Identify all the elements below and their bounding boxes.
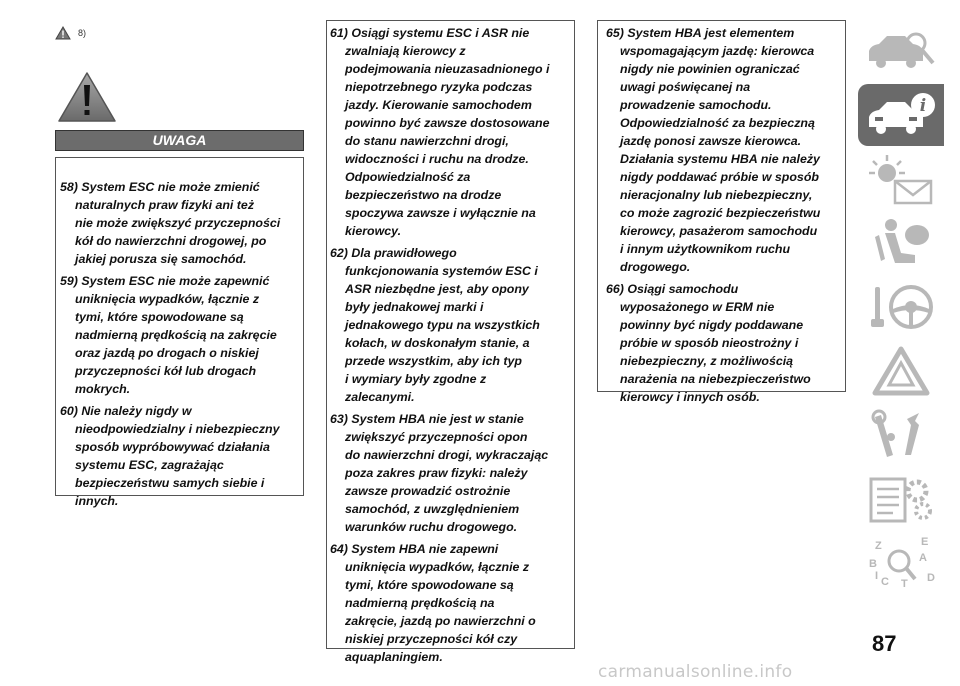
warning-note-line: tymi, które spowodowane są [75,310,244,324]
warning-header: UWAGA [55,130,304,151]
warning-note-line: samochód, z uwzględnieniem [345,502,520,516]
warning-note-line: kołach, w doskonałym stanie, a [345,336,530,350]
warning-note-line: nadmierną prędkością na zakręcie [75,328,277,342]
warning-note-line: 61) Osiągi systemu ESC i ASR nie [330,26,530,40]
warning-note-line: ASR niezbędne jest, aby opony [345,282,529,296]
index-letters-icon [861,535,941,591]
car-info-icon [861,87,941,143]
warning-box-column-1 [55,157,304,508]
warning-note-line: przyczepności kół lub drogach [75,364,257,378]
watermark: carmanualsonline.info [598,662,793,682]
index-letter: Z [875,540,882,552]
warning-note-line: niebezpieczny, z możliwością [620,354,794,368]
warning-note-line: powinny być nigdy poddawane [620,318,804,332]
warning-note-line: uwagi poświęcanej na [620,80,751,94]
sidebar-item-starting-driving[interactable] [858,276,944,338]
warning-note-line: kierowcy. [345,224,402,238]
warning-note [606,280,843,406]
small-warning-icon [52,26,74,40]
index-letter: A [919,552,927,564]
warning-note-line: 66) Osiągi samochodu [606,282,739,296]
warning-note-line: prowadzenie samochodu. [620,98,772,112]
warning-note-line: 58) System ESC nie może zmienić [60,180,260,194]
warning-note [60,402,297,510]
warning-note-line: nieodpowiedzialny i niebezpieczny [75,422,280,436]
warning-note-line: zawsze prowadzić ostrożnie [345,484,511,498]
warning-note-line: Odpowiedzialność za bezpieczną [620,116,815,130]
warning-note-line: 62) Dla prawidłowego [330,246,457,260]
warning-note-line: sposób wypróbowywać działania [75,440,270,454]
warning-note-line: spoczywa zawsze i wyłącznie na [345,206,536,220]
warning-note-line: nie może zwiększyć przyczepności [75,216,281,230]
light-mail-icon [861,151,941,207]
index-letter: D [927,572,935,584]
warning-note-line: zwiększyć przyczepności opon [345,430,528,444]
warning-note-line: Odpowiedzialność za [345,170,471,184]
warning-note-line: widoczności i ruchu na drodze. [345,152,529,166]
steering-wheel-icon [861,279,941,335]
warning-note-line: jednakowego typu na wszystkich [345,318,540,332]
warning-note-line: zakręcie, jazdą po nawierzchni o [345,614,536,628]
sidebar-item-maintenance[interactable] [858,404,944,466]
warning-note-line: innych. [75,494,119,508]
warning-note-line: niepotrzebnego ryzyka podczas [345,80,533,94]
warning-note-line: poza zakres praw fizyki: należy [345,466,528,480]
warning-note-line: 63) System HBA nie jest w stanie [330,412,524,426]
svg-text:i: i [919,96,927,116]
warning-note-line: kierowcy i innych osób. [620,390,760,404]
warning-note-line: drogowego. [620,260,691,274]
index-letter: I [875,570,879,582]
warning-note-line: systemu ESC, zagrażając [75,458,224,472]
warning-note [60,178,297,268]
warning-note-line: co może zagrozić bezpieczeństwu [620,206,821,220]
warning-triangle-icon [861,343,941,399]
warning-note [330,540,572,666]
warning-note-line: niskiej przyczepności kół czy [345,632,518,646]
warning-note-line: uniknięcia wypadków, łącznie z [345,560,530,574]
sidebar-item-safety[interactable] [858,212,944,274]
warning-note [606,24,843,276]
warning-reference-number: 8) [78,28,87,38]
warning-note-line: mokrych. [75,382,131,396]
warning-note-line: przede wszystkim, aby ich typ [345,354,522,368]
index-letter: E [921,536,929,548]
warning-note-line: podejmowania nieuzasadnionego i [345,62,550,76]
warning-note-line: jazdy. Kierowanie samochodem [345,98,532,112]
warning-note-line: nadmierną prędkością na [345,596,495,610]
page-number: 87 [872,631,897,656]
warning-note [60,272,297,398]
warning-note-line: powinno być zawsze dostosowane [345,116,550,130]
warning-note-line: i wymiary były zgodne z [345,372,487,386]
car-search-icon [861,23,941,79]
warning-note-line: uniknięcia wypadków, łącznie z [75,292,260,306]
sidebar-item-technical-data[interactable] [858,468,944,530]
warning-note-line: zwalniają kierowcy z [345,44,466,58]
warning-note-line: kierowcy, pasażerom samochodu [620,224,818,238]
warning-note-line: były jednakowej marki i [345,300,484,314]
warning-note-line: wspomagającym jazdę: kierowca [620,44,815,58]
chapter-sidebar [858,20,944,596]
warning-note-line: narażenia na niebezpieczeństwo [620,372,811,386]
warning-note-line: bezpieczeństwo na drodze [345,188,502,202]
warning-note-line: Działania systemu HBA nie należy [620,152,820,166]
warning-note-line: 60) Nie należy nigdy w [60,404,192,418]
sidebar-item-emergency[interactable] [858,340,944,402]
warning-note-line: kół do nawierzchni drogowej, po [75,234,267,248]
warning-note-line: jazdę ponosi zawsze kierowca. [620,134,802,148]
tools-icon [861,407,941,463]
warning-note-line: oraz jazdą po drogach o niskiej [75,346,259,360]
warning-note-line: próbie w sposób nieostrożny i [620,336,799,350]
warning-note-line: do nawierzchni drogi, wykraczając [345,448,549,462]
sidebar-item-lights-messages[interactable] [858,148,944,210]
index-letter: B [869,558,877,570]
warning-note-line: nieracjonalny lub niebezpieczny, [620,188,813,202]
warning-reference [52,26,86,40]
warning-note-line: 65) System HBA jest elementem [606,26,795,40]
warning-note-line: warunków ruchu drogowego. [345,520,518,534]
specs-gears-icon [861,471,941,527]
index-letter: C [881,576,889,588]
warning-note-line: aquaplaningiem. [345,650,443,664]
warning-note [330,24,572,240]
warning-note [330,244,572,406]
warning-note-line: i innym użytkownikom ruchu [620,242,791,256]
warning-note-line: wyposażonego w ERM nie [620,300,775,314]
warning-note-line: funkcjonowania systemów ESC i [345,264,538,278]
warning-note [330,410,572,536]
warning-note-line: zalecanymi. [345,390,415,404]
warning-box-column-3 [597,20,846,404]
sidebar-item-index[interactable] [858,532,944,594]
warning-note-line: 64) System HBA nie zapewni [330,542,499,556]
warning-note-line: do stanu nawierzchni drogi, [345,134,509,148]
warning-note-line: tymi, które spowodowane są [345,578,514,592]
index-letter: T [901,578,908,590]
seat-airbag-icon [861,215,941,271]
sidebar-item-car-search[interactable] [858,20,944,82]
sidebar-item-car-info[interactable] [858,84,944,146]
warning-note-line: bezpieczeństwu samych siebie i [75,476,265,490]
warning-triangle-icon [56,70,118,124]
warning-note-line: naturalnych praw fizyki ani też [75,198,255,212]
warning-box-column-2 [326,20,575,664]
warning-note-line: nigdy nie powinien ograniczać [620,62,800,76]
warning-note-line: nigdy poddawać próbie w sposób [620,170,819,184]
warning-note-line: 59) System ESC nie może zapewnić [60,274,270,288]
warning-note-line: jakiej porusza się samochód. [75,252,247,266]
